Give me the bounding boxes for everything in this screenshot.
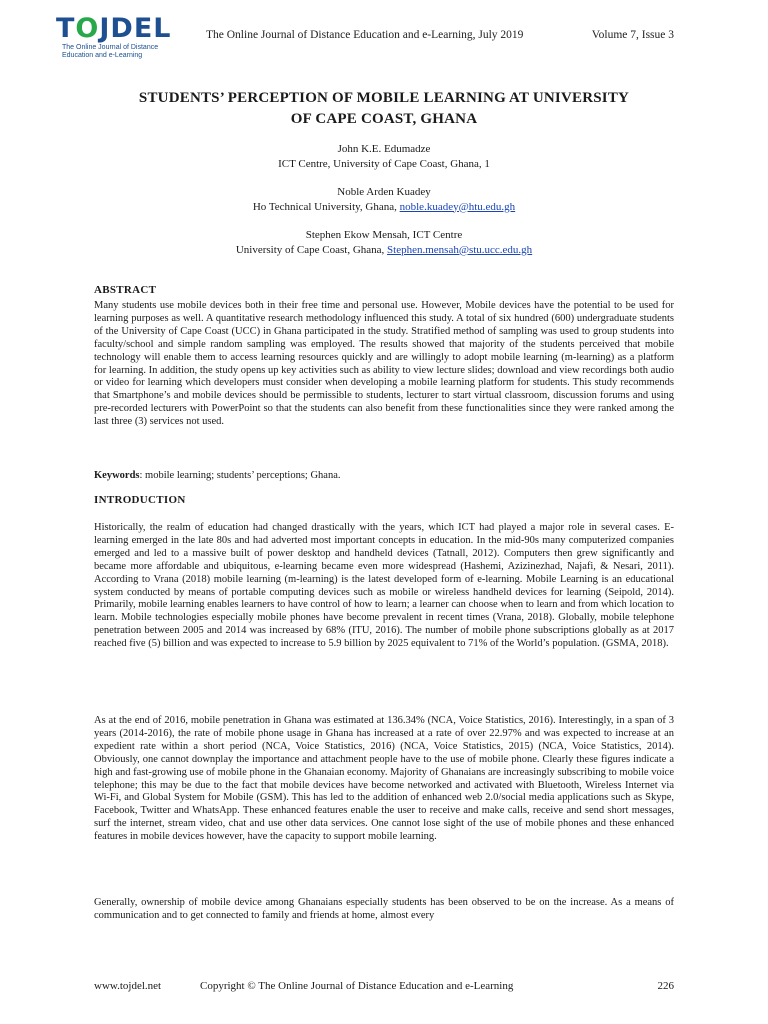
author-2 xyxy=(94,185,674,214)
introduction-heading: INTRODUCTION xyxy=(94,494,186,506)
journal-logo xyxy=(56,14,176,60)
author-name: Noble Arden Kuadey xyxy=(337,186,431,198)
intro-paragraph: Generally, ownership of mobile device among Ghanaians especially students has been observed to be on the increase. As a means of communication and to get connected to family and friends at home, almost every xyxy=(94,897,674,921)
author-name: John K.E. Edumadze xyxy=(337,143,431,155)
footer-website-link[interactable]: www.tojdel.net xyxy=(94,980,162,992)
keywords-label: Keywords xyxy=(94,470,140,481)
author-list xyxy=(94,142,674,271)
author-email-link[interactable]: Stephen.mensah@stu.ucc.edu.gh xyxy=(387,243,533,256)
author-1 xyxy=(94,142,674,171)
intro-paragraph: As at the end of 2016, mobile penetration in Ghana was estimated at 136.34% (NCA, Voice Statistics, 2016). Interestingly, in a span of 3 years (2014-2016), the rate of mobile phone usage in Ghana has increased at a rate of over 22.97% and was expected to increase at an expedient rate within a short period (NCA, Voice Statistics, 2016) (NCA, Voice Statistics, 2015) (NCA, Voice Statistics, 2014). Obviously, one cannot downplay the importance and attachment people have to the use of mobile phone. Clearly these figures indicate a high and fast-growing use of mobile phone in the Ghanaian economy. Majority of Ghanaians are increasingly subscribing to mobile voice telephone; this may be due to the fact that mobile devices have become networked and activated with Bluetooth, Wireless Internet via Wi-Fi, and Global System for Mobile (GSM). This has led to the addition of enhanced web 2.0/social media applications such as Skype, Facebook, Twitter and WhatsApp. These enhanced features enable the user to receive and make calls, receive and send short messages, surf the internet, stream video, chat and use other data services. One cannot lose sight of the use of mobile phones and these enhanced features in mobile devices however, have the capacity to support mobile learning. xyxy=(94,715,674,843)
author-affiliation: ICT Centre, University of Cape Coast, Ghana, 1 xyxy=(278,157,490,170)
header-volume-issue: Volume 7, Issue 3 xyxy=(591,29,674,41)
author-affiliation: University of Cape Coast, Ghana, xyxy=(235,243,388,256)
footer-copyright: Copyright © The Online Journal of Distance Education and e-Learning xyxy=(200,980,514,992)
abstract-text: Many students use mobile devices both in their free time and personal use. However, Mobile devices have the potential to be used for learning purposes as well. A quantitative research methodology influenced this study. A total of six hundred (600) undergraduate students of the University of Cape Coast (UCC) in Ghana participated in the study. Stratified method of sampling was used to group students into faculty/school and simple random sampling was employed. The results showed that majority of the students perceived that mobile technology will enable them to access learning resources quickly and are willingly to adopt mobile learning (m-learning) as a platform for learning. In addition, the study opens up key activities such as ability to view lecture slides; download and view recordings both audio or video for learning which developers must consider when developing a mobile learning platform for students. This study recommends that Smartphone’s and mobile devices should be permissible to students, lecturer to start virtual classroom, discussion forums and using pre-recorded lecturers with PowerPoint so that the students can also benefit from these functionalities since they were ranked among the last three (3) services not used. xyxy=(94,300,674,428)
abstract-heading: ABSTRACT xyxy=(94,284,157,296)
logo-wordmark: TOJDEL xyxy=(56,13,172,44)
intro-paragraph: Historically, the realm of education had changed drastically with the years, which ICT had played a major role in several cases. E-learning emerged in the late 80s and had adverted most important concepts in education. In the mid-90s many computerized companies emerged and led to a massive built of power desktop and handheld devices (Tatnall, 2012). Computers then grew significantly and became more affordable and ubiquitous, e-learning became even more widespread (Hashemi, Azizinezhad, Najafi, & Nesari, 2011). According to Vrana (2018) mobile learning (m-learning) is the latest developed form of e-learning. Mobile Learning is an educational system conducted by means of portable computing devices such as mobile or wireless handheld devices for learning (Seipold, 2014). Primarily, mobile learning enables learners to have control of how to learn; a learner can choose when to learn and from which location to learn. Mobile technologies especially mobile phones have become prevalent in recent times (Vrana, 2018). Globally, mobile telephone penetration between 2005 and 2014 was increased by 68% (ITU, 2016). The number of mobile phone subscriptions globally as at 2017 reached five (5) billion and was expected to increase to 5.9 billion by 2025 equivalent to 71% of the World’s population. (GSMA, 2018). xyxy=(94,522,674,650)
keywords-line xyxy=(94,470,341,481)
keywords-text: : mobile learning; students’ perceptions; Ghana. xyxy=(139,470,341,481)
author-email-link[interactable]: noble.kuadey@htu.edu.gh xyxy=(399,200,516,213)
paper-title: STUDENTS’ PERCEPTION OF MOBILE LEARNING AT UNIVERSITY OF CAPE COAST, GHANA xyxy=(138,90,630,127)
author-affiliation: Ho Technical University, Ghana, xyxy=(252,200,400,213)
page-number: 226 xyxy=(657,980,674,992)
author-3 xyxy=(94,228,674,257)
author-name: Stephen Ekow Mensah, ICT Centre xyxy=(305,229,463,241)
logo-tagline: The Online Journal of Distance Education and e-Learning xyxy=(62,44,159,59)
header-journal-name: The Online Journal of Distance Education and e-Learning, July 2019 xyxy=(206,29,524,41)
